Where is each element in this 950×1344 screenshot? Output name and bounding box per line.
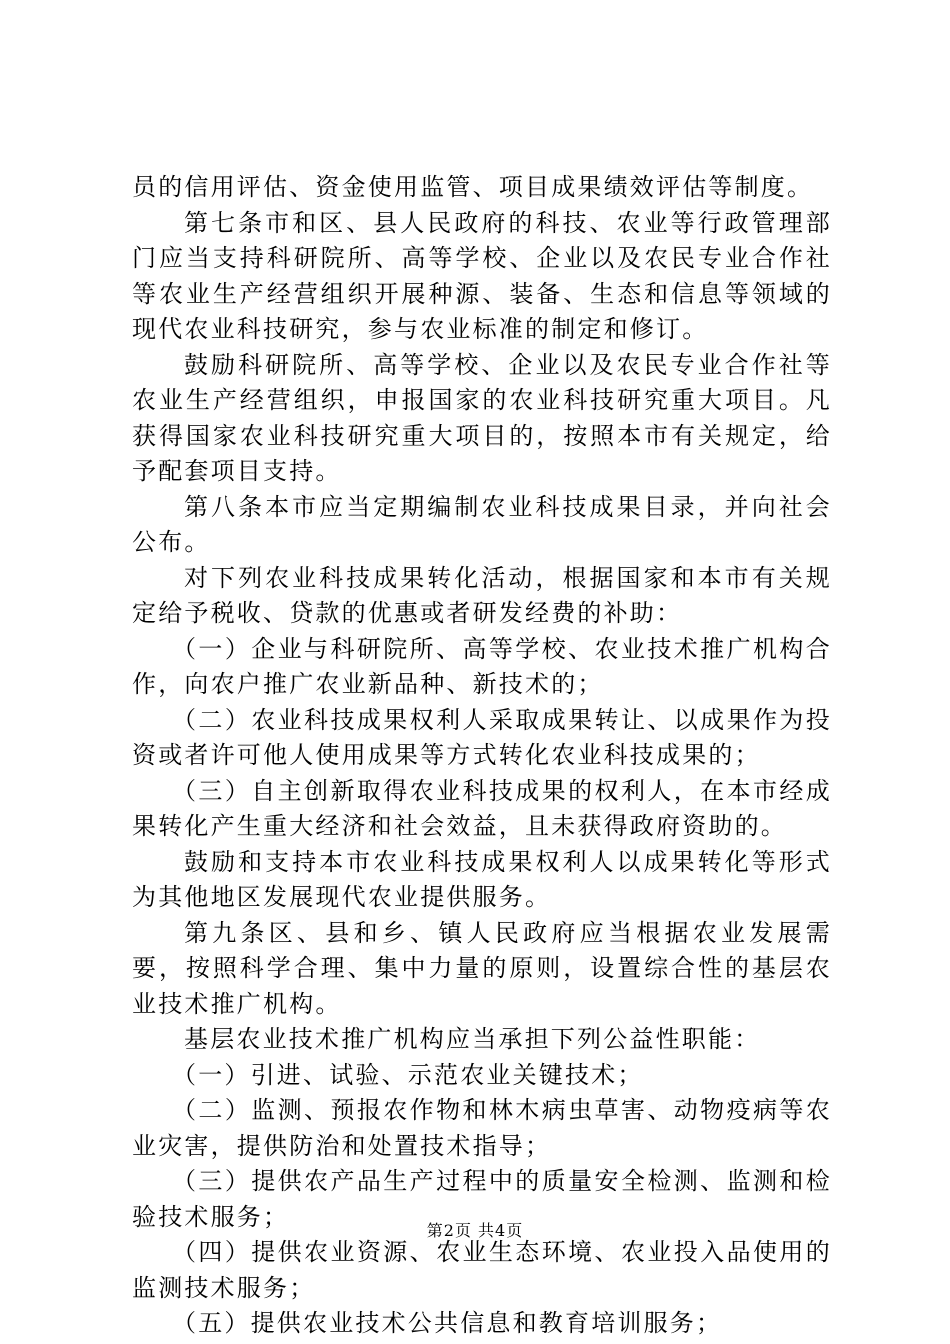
paragraph-article-7: 第七条市和区、县人民政府的科技、农业等行政管理部门应当支持科研院所、高等学校、企业以及农民专业合作社等农业生产经营组织开展种源、装备、生态和信息等领域的现代农业科技研究，参与农业标准的制定和修订。 [132, 208, 832, 343]
duty-item-2: （二）监测、预报农作物和林木病虫草害、动物疫病等农业灾害，提供防治和处置技术指导； [132, 1096, 832, 1160]
paragraph-5: 对下列农业科技成果转化活动，根据国家和本市有关规定给予税收、贷款的优惠或者研发经费的补助： [132, 563, 832, 627]
duty-item-3: （三）提供农产品生产过程中的质量安全检测、监测和检验技术服务； [132, 1167, 832, 1231]
document-body [132, 170, 832, 1342]
paragraph-11: 基层农业技术推广机构应当承担下列公益性职能： [184, 1025, 761, 1053]
duty-item-4: （四）提供农业资源、农业生态环境、农业投入品使用的监测技术服务； [132, 1238, 832, 1302]
paragraph-9: 鼓励和支持本市农业科技成果权利人以成果转化等形式为其他地区发展现代农业提供服务。 [132, 847, 832, 911]
paragraph-1: 员的信用评估、资金使用监管、项目成果绩效评估等制度。 [132, 173, 814, 201]
list-item-1: （一）企业与科研院所、高等学校、农业技术推广机构合作，向农户推广农业新品种、新技术的； [132, 634, 832, 698]
duty-item-5: （五）提供农业技术公共信息和教育培训服务； [172, 1309, 723, 1337]
list-item-2: （二）农业科技成果权利人采取成果转让、以成果作为投资或者许可他人使用成果等方式转化农业科技成果的； [132, 705, 832, 769]
paragraph-3: 鼓励科研院所、高等学校、企业以及农民专业合作社等农业生产经营组织，申报国家的农业科技研究重大项目。凡获得国家农业科技研究重大项目的，按照本市有关规定，给予配套项目支持。 [132, 350, 832, 485]
duty-item-1: （一）引进、试验、示范农业关键技术； [172, 1060, 644, 1089]
page-footer: 第2页 共4页 [426, 1221, 524, 1240]
list-item-3: （三）自主创新取得农业科技成果的权利人，在本市经成果转化产生重大经济和社会效益，且未获得政府资助的。 [132, 776, 832, 840]
paragraph-article-8: 第八条本市应当定期编制农业科技成果目录，并向社会公布。 [132, 492, 832, 556]
paragraph-article-9: 第九条区、县和乡、镇人民政府应当根据农业发展需要，按照科学合理、集中力量的原则，设置综合性的基层农业技术推广机构。 [132, 918, 832, 1018]
